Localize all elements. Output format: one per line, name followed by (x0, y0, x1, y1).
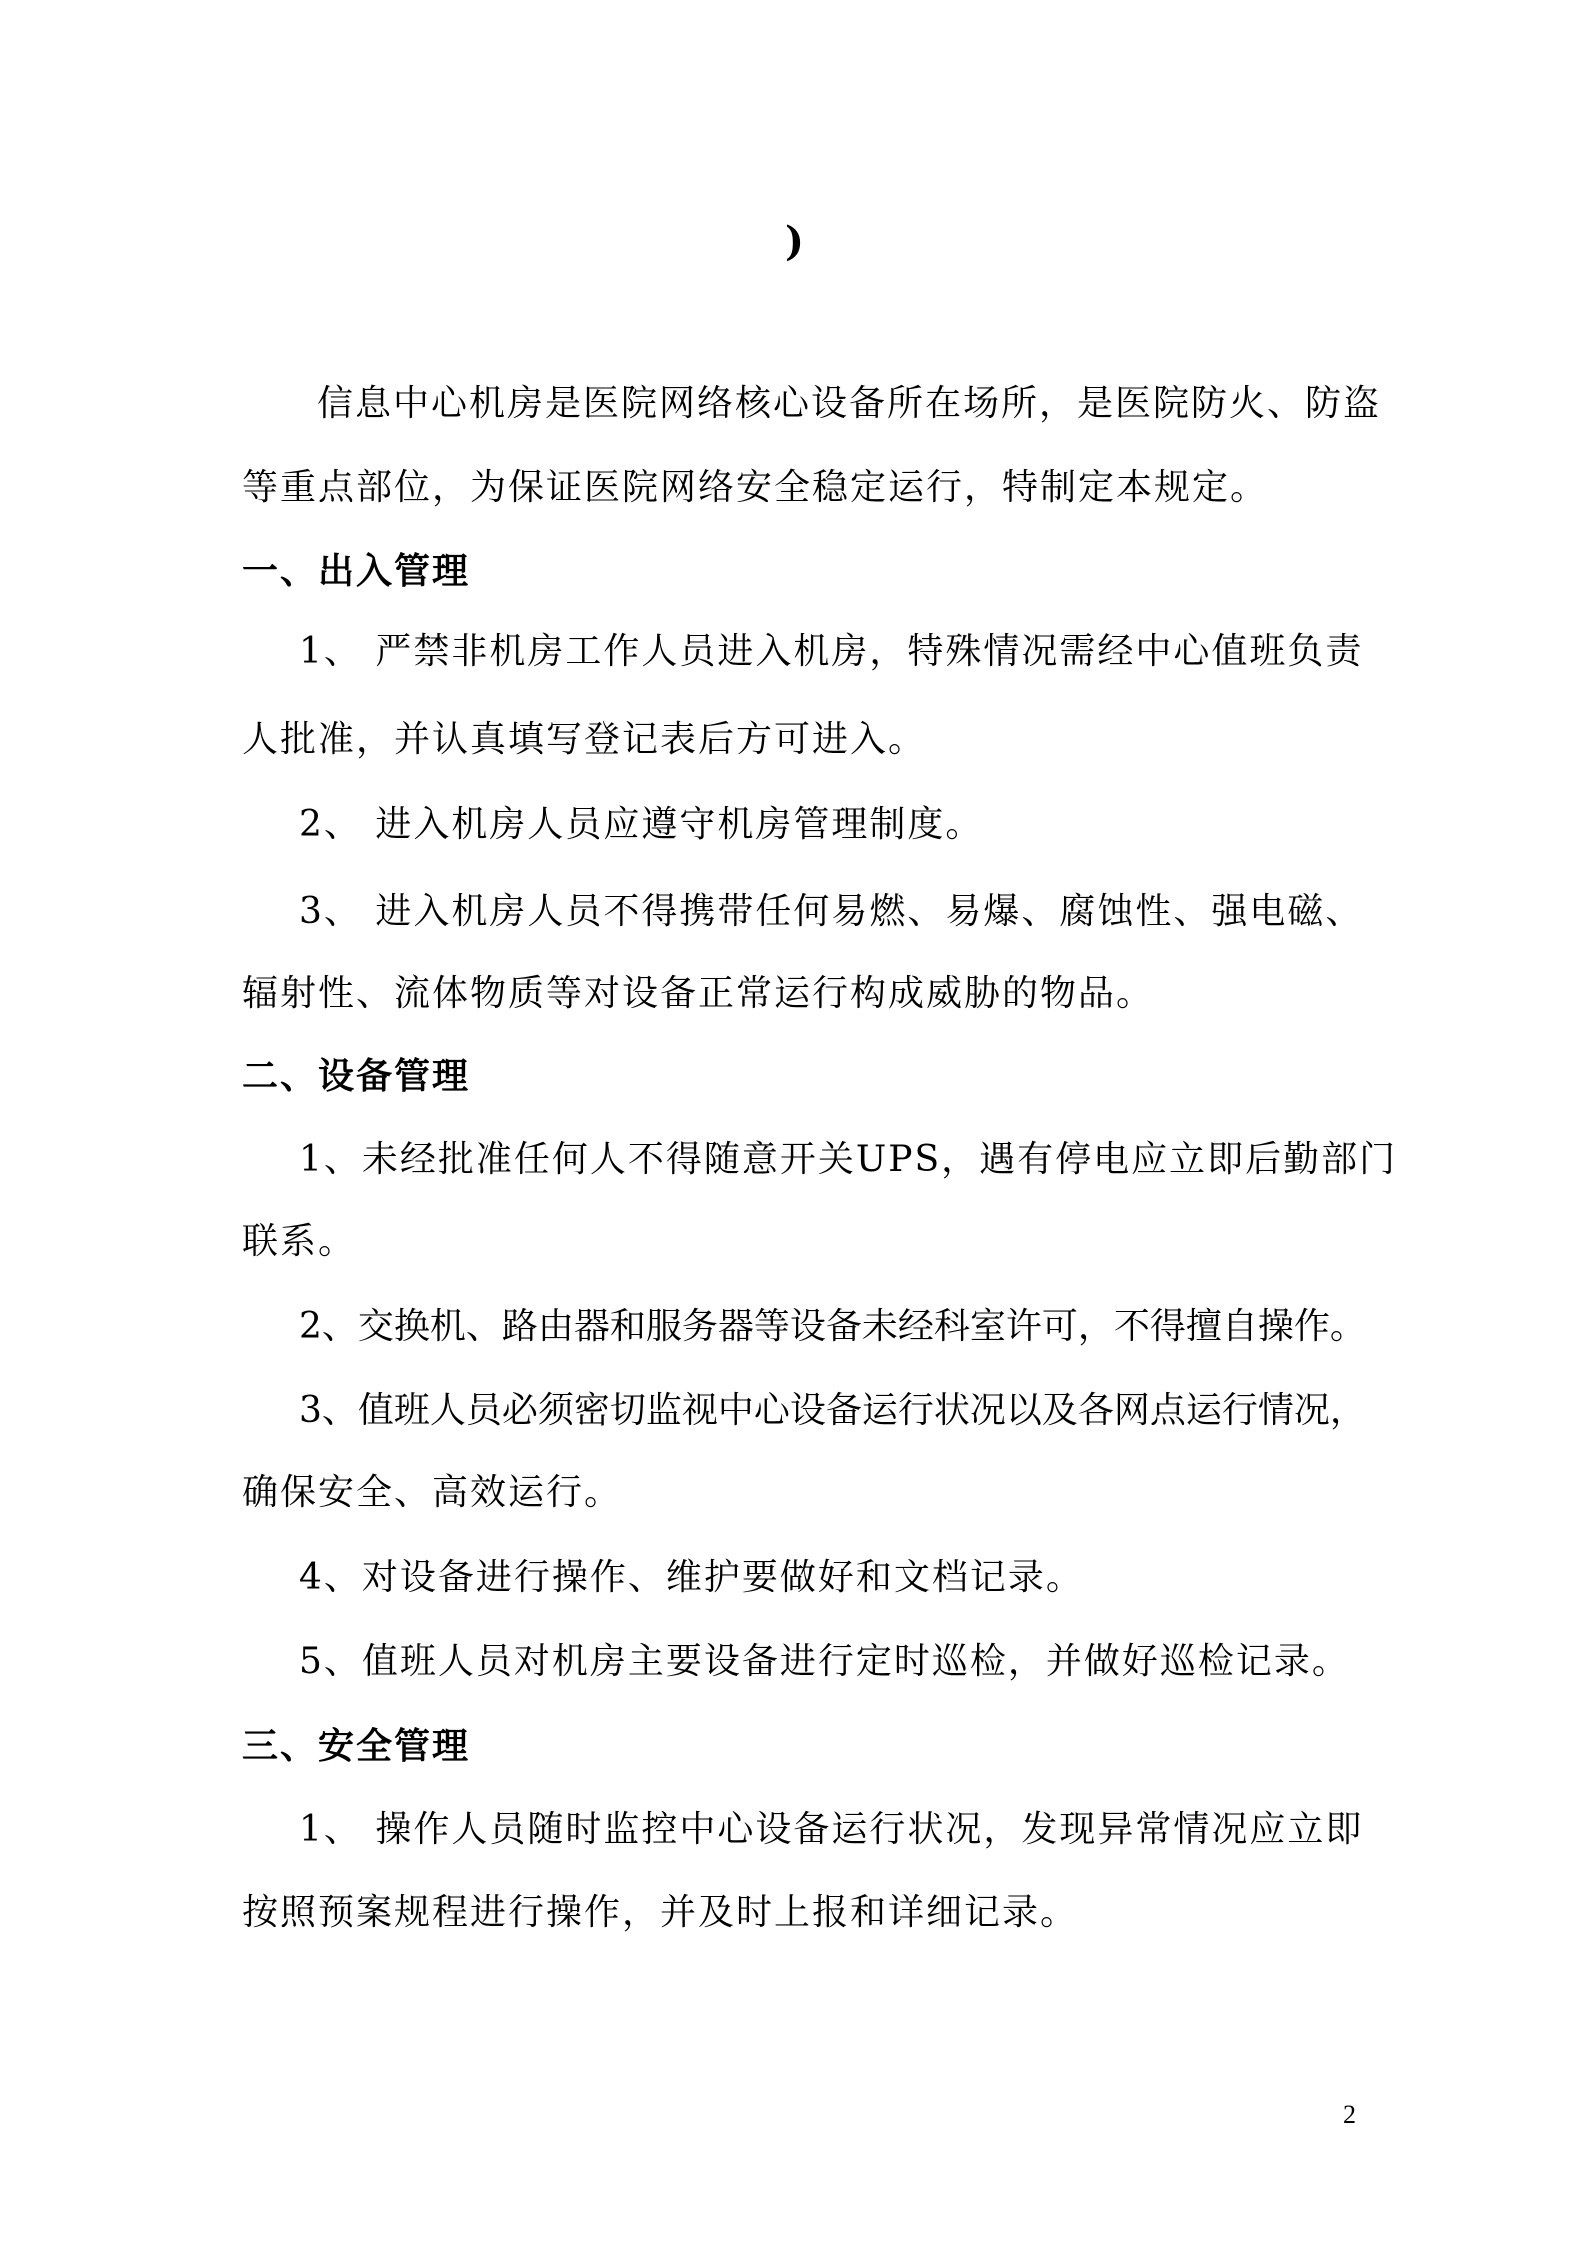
list-item: 1、 严禁非机房工作人员进入机房，特殊情况需经中心值班负责 (299, 631, 1364, 672)
list-item-continued: 确保安全、高效运行。 (242, 1472, 623, 1513)
page-number: 2 (1343, 2100, 1356, 2129)
document-title: ) (785, 218, 804, 265)
section-heading: 一、出入管理 (242, 550, 471, 592)
list-item: 1、 操作人员随时监控中心设备运行状况，发现异常情况应立即 (299, 1809, 1364, 1850)
intro-line: 等重点部位，为保证医院网络安全稳定运行，特制定本规定。 (242, 467, 1269, 508)
list-item-continued: 人批准，并认真填写登记表后方可进入。 (242, 719, 927, 760)
list-item: 2、 进入机房人员应遵守机房管理制度。 (299, 804, 984, 845)
list-item-continued: 辐射性、流体物质等对设备正常运行构成威胁的物品。 (242, 973, 1155, 1014)
intro-line: 信息中心机房是医院网络核心设备所在场所，是医院防火、防盗 (317, 383, 1382, 424)
list-item: 2、交换机、路由器和服务器等设备未经科室许可，不得擅自操作。 (299, 1306, 1366, 1347)
list-item: 4、对设备进行操作、维护要做好和文档记录。 (299, 1557, 1084, 1598)
list-item: 5、值班人员对机房主要设备进行定时巡检，并做好巡检记录。 (299, 1641, 1350, 1682)
list-item: 3、值班人员必须密切监视中心设备运行状况以及各网点运行情况， (299, 1390, 1366, 1431)
list-item: 1、未经批准任何人不得随意开关UPS，遇有停电应立即后勤部门 (299, 1139, 1398, 1180)
section-heading: 三、安全管理 (242, 1725, 471, 1767)
section-heading: 二、设备管理 (242, 1055, 471, 1097)
list-item-continued: 按照预案规程进行操作，并及时上报和详细记录。 (242, 1892, 1079, 1933)
list-item-continued: 联系。 (242, 1221, 357, 1262)
list-item: 3、 进入机房人员不得携带任何易燃、易爆、腐蚀性、强电磁、 (299, 891, 1364, 932)
